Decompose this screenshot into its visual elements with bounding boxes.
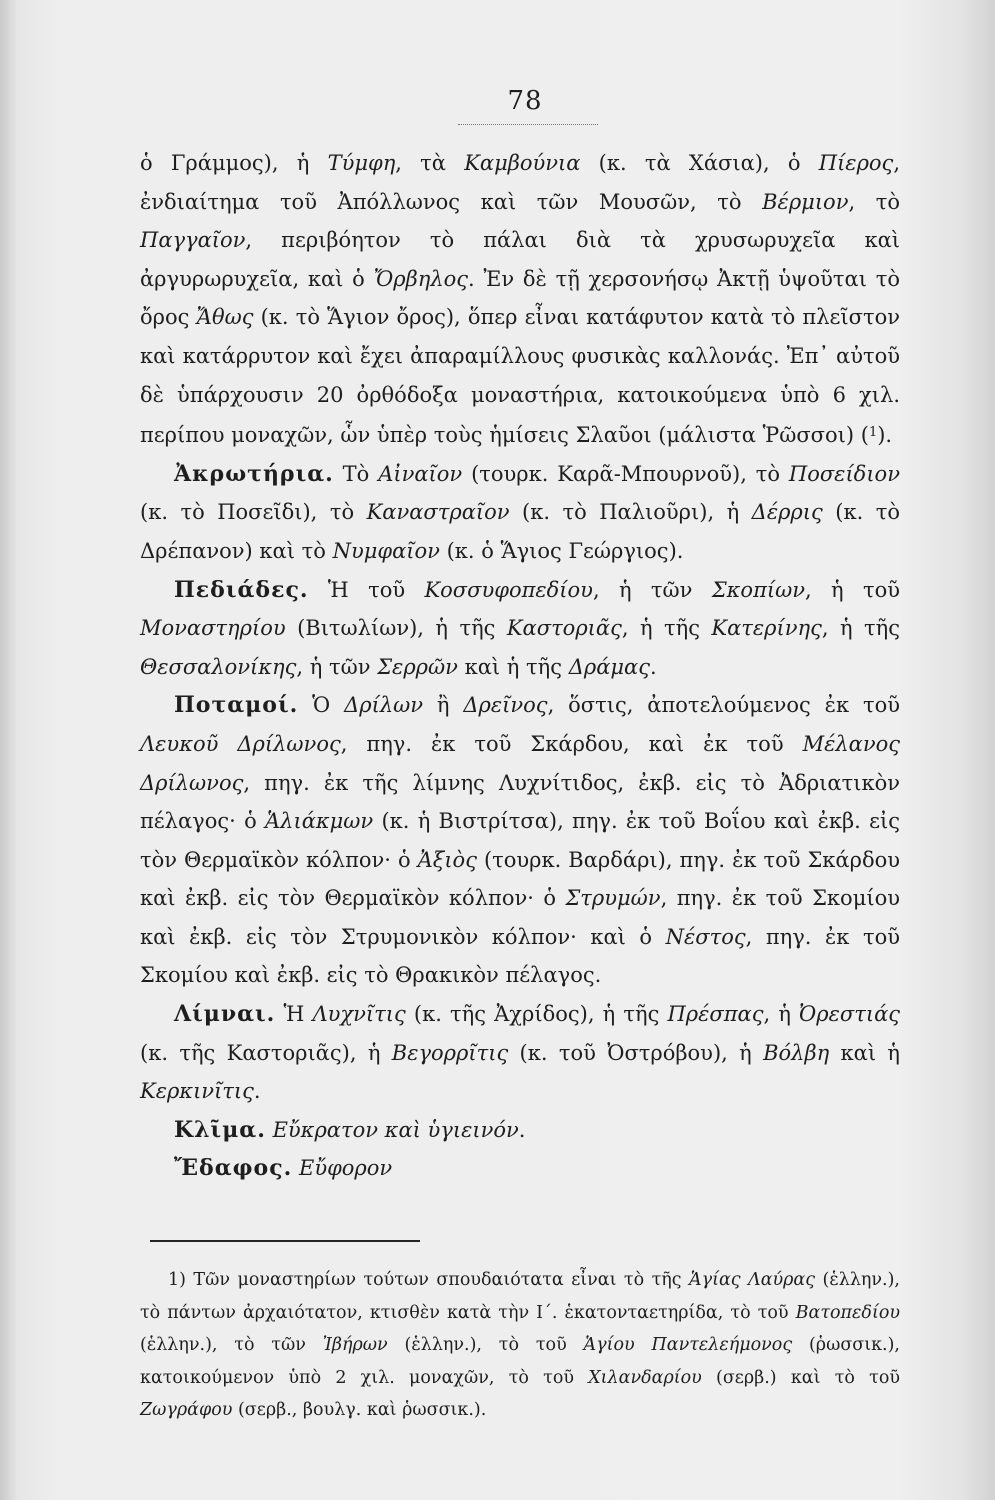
page-number: 78 [507,86,543,116]
section-plains: Πεδιάδες. Ἡ τοῦ Κοσσυφοπεδίου, ἡ τῶν Σκοπίων, ἡ τοῦ Μοναστηρίου (Βιτωλίων), ἡ τῆς Καστοριᾶς, ἡ τῆς Κατερίνης, ἡ τῆς Θεσσαλονίκης, ἡ τῶν Σερρῶν καὶ ἡ τῆς Δράμας. [140,576,901,679]
footnote-text: 1) Τῶν μοναστηρίων τούτων σπουδαιότατα εἶναι τὸ τῆς Ἁγίας Λαύρας (ἑλλην.), τὸ πάντων ἀρχαιότατον, κτισθὲν κατὰ τὴν Ι΄. ἑκατονταετηρίδα, τὸ τοῦ Βατοπεδίου (ἑλλην.), τὸ τῶν Ἰβήρων (ἑλλην.), τὸ τοῦ Ἁγίου Παντελεήμονος (ῥωσσικ.), κατοικούμενον ὑπὸ 2 χιλ. μοναχῶν, τὸ τοῦ Χιλανδαρίου (σερβ.) καὶ τὸ τοῦ Ζωγράφου (σερβ., βουλγ. καὶ ῥωσσικ.). [140,1270,900,1420]
section-heading: Κλῖμα. [174,1116,266,1143]
main-text [140,144,900,1188]
section-heading: Ἔδαφος. [174,1155,293,1182]
section-heading: Πεδιάδες. [174,576,309,603]
section-rivers: Ποταμοί. Ὁ Δρίλων ἢ Δρεῖνος, ὅστις, ἀποτελούμενος ἐκ τοῦ Λευκοῦ Δρίλωνος, πηγ. ἐκ τοῦ Σκάρδου, καὶ ἐκ τοῦ Μέλανος Δρίλωνος, πηγ. ἐκ τῆς λίμνης Λυχνίτιδος, ἐκβ. εἰς τὸ Ἀδριατικὸν πέλαγος· ὁ Ἁλιάκμων (κ. ἡ Βιστρίτσα), πηγ. ἐκ τοῦ Βοΐου καὶ ἐκβ. εἰς τὸν Θερμαϊκὸν κόλπον· ὁ Ἀξιὸς (τουρκ. Βαρδάρι), πηγ. ἐκ τοῦ Σκάρδου καὶ ἐκβ. εἰς τὸν Θερμαϊκὸν κόλπον· ὁ Στρυμών, πηγ. ἐκ τοῦ Σκομίου καὶ ἐκβ. εἰς τὸν Στρυμονικὸν κόλπον· καὶ ὁ Νέστος, πηγ. ἐκ τοῦ Σκομίου καὶ ἐκβ. εἰς τὸ Θρακικὸν πέλαγος. [140,692,901,988]
footnote-separator [150,1240,420,1242]
footnote [140,1264,900,1427]
section-heading: Ποταμοί. [174,692,299,719]
section-climate: Κλῖμα. Εὔκρατον καὶ ὑγιεινόν. [174,1116,526,1143]
section-soil: Ἔδαφος. Εὔφορον [174,1155,393,1182]
footnote-number: 1) [168,1270,186,1290]
section-capes: Ἀκρωτήρια. Τὸ Αἰναῖον (τουρκ. Καρᾶ-Μπουρνοῦ), τὸ Ποσείδιον (κ. τὸ Ποσεῖδι), τὸ Καναστραῖον (κ. τὸ Παλιοῦρι), ἡ Δέρρις (κ. τὸ Δρέπανον) καὶ τὸ Νυμφαῖον (κ. ὁ Ἅγιος Γεώργιος). [140,460,900,563]
paragraph-mountains: ὁ Γράμμος), ἡ Τύμφη, τὰ Καμβούνια (κ. τὰ Χάσια), ὁ Πίερος, ἐνδιαίτημα τοῦ Ἀπόλλωνος καὶ τῶν Μουσῶν, τὸ Βέρμιον, τὸ Παγγαῖον, περιβόητον τὸ πάλαι διὰ τὰ χρυσωρυχεῖα καὶ ἀργυρωρυχεῖα, καὶ ὁ Ὄρβηλος. Ἐν δὲ τῇ χερσονήσῳ Ἀκτῇ ὑψοῦται τὸ ὄρος Ἄθως (κ. τὸ Ἅγιον ὄρος), ὅπερ εἶναι κατάφυτον κατὰ τὸ πλεῖστον καὶ κατάρρυτον καὶ ἔχει ἀπαραμίλλους φυσικὰς καλλονάς. Ἐπ᾿ αὐτοῦ δὲ ὑπάρχουσιν 20 ὀρθόδοξα μοναστήρια, κατοικούμενα ὑπὸ 6 χιλ. περίπου μοναχῶν, ὧν ὑπὲρ τοὺς ἡμίσεις Σλαῦοι (μάλιστα Ῥῶσσοι) ($^1$). [140,151,901,448]
footnote-ref: 1 [868,425,878,441]
page-number-rule [458,124,598,125]
section-lakes: Λίμναι. Ἡ Λυχνῖτις (κ. τῆς Ἀχρίδος), ἡ τῆς Πρέσπας, ἡ Ὀρεστιάς (κ. τῆς Καστοριᾶς), ἡ Βεγορρῖτις (κ. τοῦ Ὀστρόβου), ἡ Βόλβη καὶ ἡ Κερκινῖτις. [140,1001,901,1104]
section-heading: Λίμναι. [174,1001,276,1028]
section-heading: Ἀκρωτήρια. [174,460,334,487]
